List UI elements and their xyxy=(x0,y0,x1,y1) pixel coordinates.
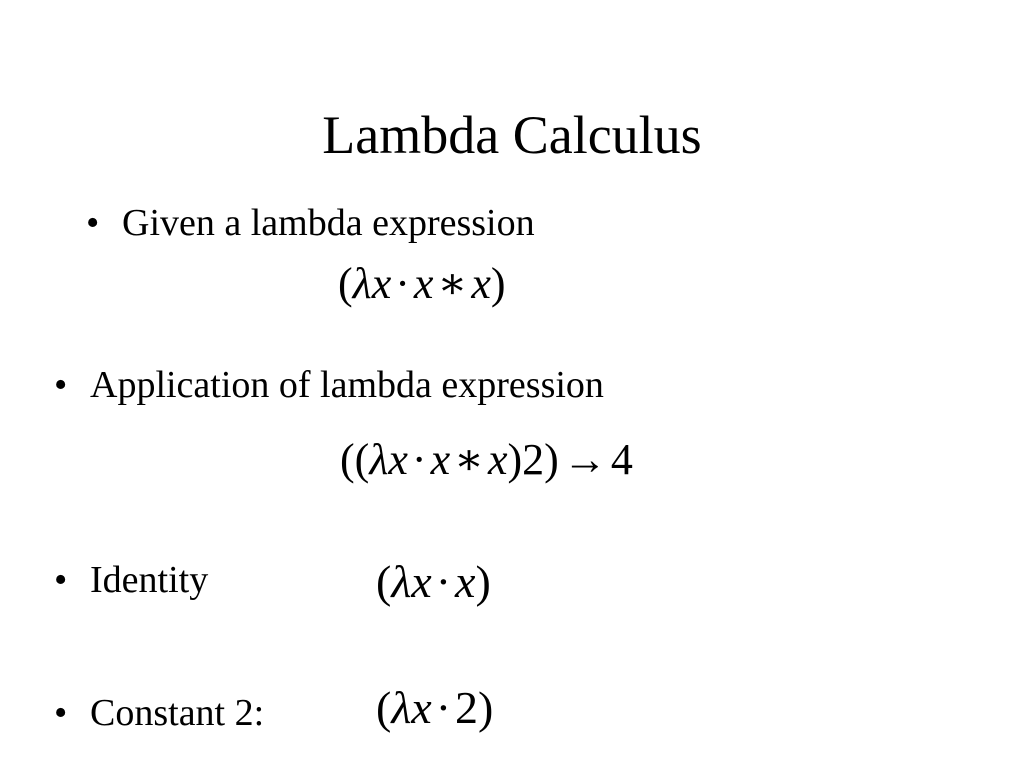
bullet-application xyxy=(54,362,604,408)
formula-paren-close: ) xyxy=(478,682,494,733)
bullet-identity xyxy=(54,557,208,603)
formula-var: x xyxy=(430,435,451,484)
formula-var: x xyxy=(488,435,508,484)
formula-dot: · xyxy=(395,259,410,308)
formula-lambda: λ xyxy=(391,682,412,733)
formula-var: x xyxy=(455,556,476,607)
formula-application xyxy=(340,432,633,488)
bullet-dot-icon: • xyxy=(54,364,68,406)
bullet-given-expression xyxy=(86,200,535,246)
formula-var: x xyxy=(388,435,408,484)
bullet-label: Constant 2: xyxy=(90,692,265,734)
formula-paren-open: (( xyxy=(340,435,370,484)
bullet-dot-icon: • xyxy=(54,559,68,601)
formula-var: x xyxy=(413,259,434,308)
bullet-label: Application of lambda expression xyxy=(90,364,604,406)
formula-given-expression xyxy=(338,256,506,312)
bullet-constant xyxy=(54,690,264,736)
formula-dot: · xyxy=(435,556,452,607)
formula-var: x xyxy=(411,682,432,733)
formula-var: x xyxy=(371,259,392,308)
formula-lambda: λ xyxy=(352,259,372,308)
formula-star: ∗ xyxy=(454,435,484,484)
formula-lambda: λ xyxy=(391,556,412,607)
formula-paren-open: ( xyxy=(376,682,392,733)
bullet-label: Given a lambda expression xyxy=(122,202,535,244)
formula-paren-open: ( xyxy=(376,556,392,607)
formula-lambda: λ xyxy=(369,435,389,484)
formula-value: 2 xyxy=(455,682,479,733)
formula-var: x xyxy=(411,556,432,607)
slide-title: Lambda Calculus xyxy=(322,105,702,165)
formula-dot: · xyxy=(435,682,452,733)
bullet-dot-icon: • xyxy=(86,202,100,244)
formula-paren-open: ( xyxy=(338,259,353,308)
formula-identity xyxy=(376,553,491,611)
formula-paren-close: ) xyxy=(475,556,491,607)
formula-var: x xyxy=(471,259,491,308)
bullet-label: Identity xyxy=(90,559,209,601)
bullet-dot-icon: • xyxy=(54,692,68,734)
formula-dot: · xyxy=(411,435,427,484)
formula-arrow-icon: → xyxy=(562,435,607,484)
formula-paren-close: ) xyxy=(490,259,506,308)
formula-constant xyxy=(376,679,493,737)
formula-star: ∗ xyxy=(437,259,468,308)
formula-result: 4 xyxy=(610,435,633,484)
formula-argument-close: )2) xyxy=(507,435,559,484)
